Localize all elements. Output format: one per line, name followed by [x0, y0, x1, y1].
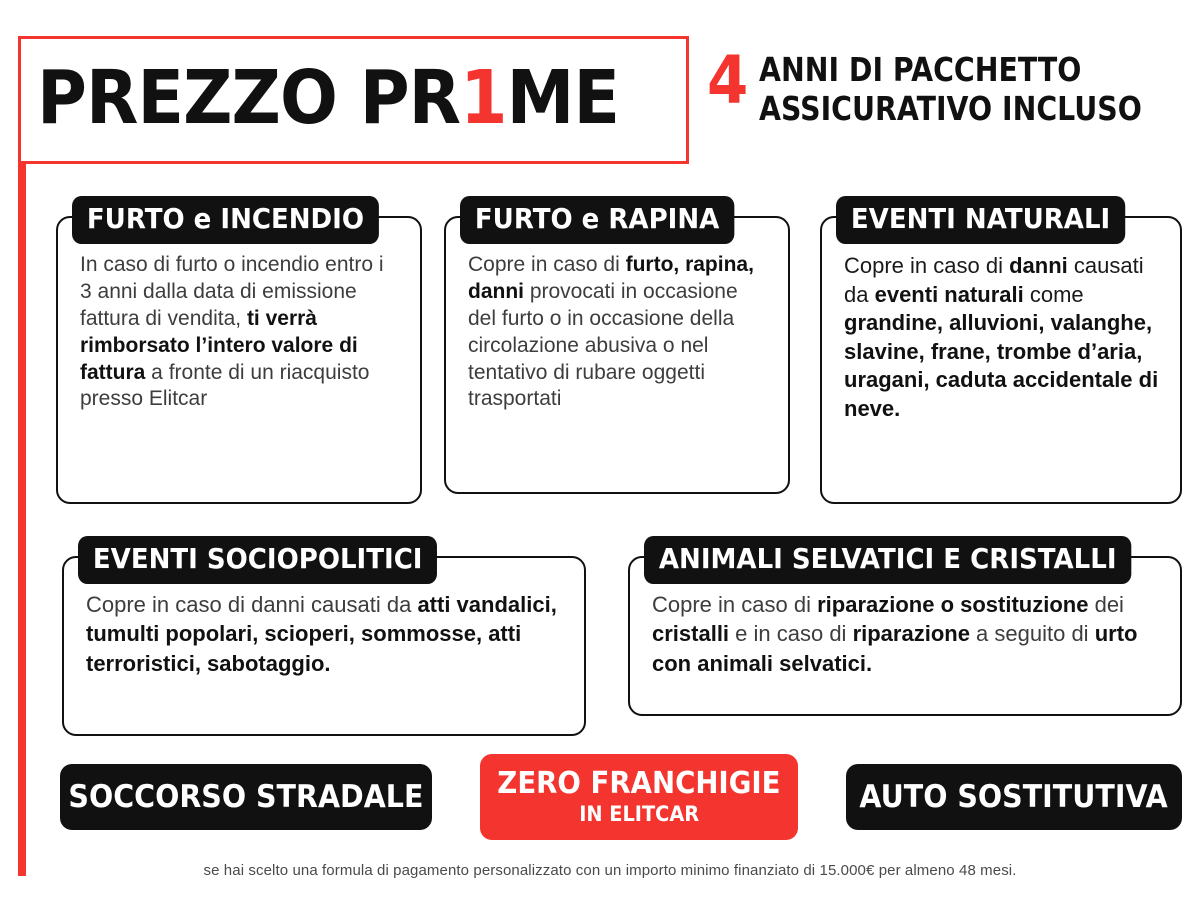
- card-title: FURTO e RAPINA: [460, 196, 734, 244]
- card-animali-cristalli: [628, 542, 1182, 716]
- card-eventi-naturali: [820, 202, 1182, 504]
- footnote: se hai scelto una formula di pagamento personalizzato con un importo minimo finanziato di 15.000€ per almeno 48 mesi.: [203, 862, 1017, 879]
- badge-sublabel: IN ELITCAR: [579, 801, 699, 826]
- badge-soccorso-stradale: [60, 764, 432, 830]
- title-box: [18, 36, 689, 164]
- badge-zero-franchigie: [480, 754, 798, 840]
- badge-label: ZERO FRANCHIGIE: [497, 766, 781, 801]
- card-title: FURTO e INCENDIO: [72, 196, 379, 244]
- title-one-digit: 1: [460, 55, 507, 141]
- card-title: ANIMALI SELVATICI E CRISTALLI: [644, 536, 1131, 584]
- title-prefix: PREZZO PR: [37, 55, 461, 141]
- header-subtitle-group: [706, 42, 1200, 128]
- badge-label: SOCCORSO STRADALE: [68, 779, 424, 815]
- card-furto-rapina: [444, 202, 790, 494]
- header: [18, 36, 1178, 168]
- card-body: Copre in caso di furto, rapina, danni provocati in occasione del furto o in occasione della circolazione abusiva o nel tentativo di rubare oggetti trasportati: [468, 253, 754, 411]
- header-subtitle: [759, 50, 1200, 128]
- card-body: Copre in caso di danni causati da eventi naturali come grandine, alluvioni, valanghe, slavine, frane, trombe d’aria, uragani, caduta accidentale di neve.: [844, 253, 1159, 421]
- header-subtitle-line1: ANNI DI PACCHETTO: [758, 50, 1081, 89]
- badge-label: AUTO SOSTITUTIVA: [859, 779, 1169, 815]
- card-body: Copre in caso di riparazione o sostituzione dei cristalli e in caso di riparazione a seguito di urto con animali selvatici.: [652, 592, 1138, 676]
- years-number: 4: [706, 42, 749, 119]
- card-body: Copre in caso di danni causati da atti vandalici, tumulti popolari, scioperi, sommosse, atti terroristici, sabotaggio.: [86, 592, 557, 676]
- card-body: In caso di furto o incendio entro i 3 anni dalla data di emissione fattura di vendita, ti verrà rimborsato l’intero valore di fattura a fronte di un riacquisto presso Elitcar: [80, 253, 384, 411]
- badge-auto-sostitutiva: [846, 764, 1182, 830]
- card-title: EVENTI SOCIOPOLITICI: [78, 536, 437, 584]
- title-suffix: ME: [506, 55, 620, 141]
- header-subtitle-line2: ASSICURATIVO INCLUSO: [758, 88, 1142, 128]
- card-furto-incendio: [56, 202, 422, 504]
- card-title: EVENTI NATURALI: [836, 196, 1125, 244]
- page-title: [37, 55, 620, 141]
- card-eventi-sociopolitici: [62, 542, 586, 736]
